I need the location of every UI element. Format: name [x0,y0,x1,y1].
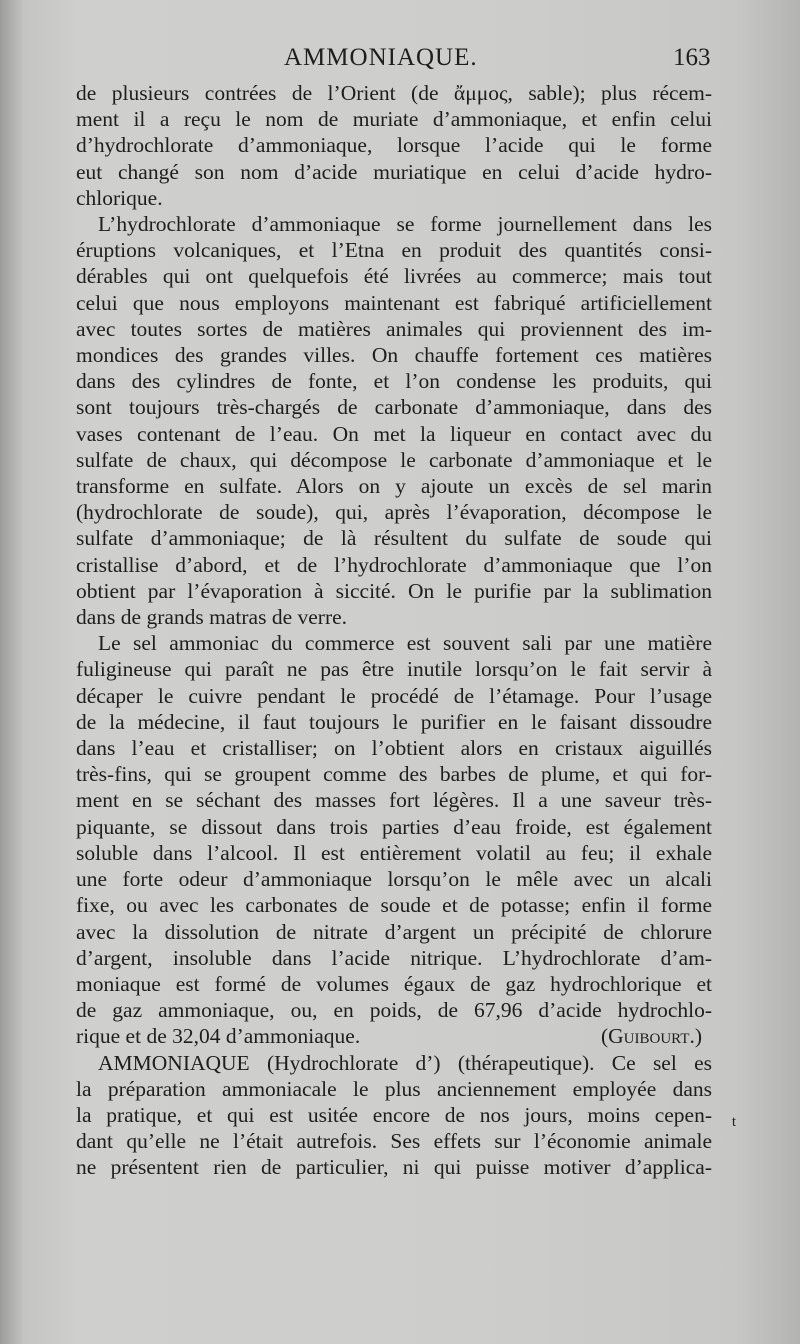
text-line: décaper le cuivre pendant le procédé de l’étamage. Pour l’usage [76,683,712,708]
text-line: obtient par l’évaporation à siccité. On le purifie par la sublimation [76,578,712,603]
text-line: de plusieurs contrées de l’Orient (de ἄμμος, sable); plus récem- [76,81,712,105]
article-body [76,80,712,1181]
text-line: sont toujours très-chargés de carbonate d’ammoniaque, dans des [76,395,712,420]
text-line: ment il a reçu le nom de muriate d’ammoniaque, et enfin celui [76,107,712,132]
author-signature: (Guibourt.) [601,1024,702,1049]
text-line: moniaque est formé de volumes égaux de gaz hydrochlorique et [76,971,712,996]
text-line: d’argent, insoluble dans l’acide nitrique. L’hydrochlorate d’am- [76,945,712,970]
text-line: piquante, se dissout dans trois parties d’eau froide, est également [76,814,712,839]
text-line: rique et de 32,04 d’ammoniaque. [76,1024,361,1049]
text-line: sulfate d’ammoniaque; de là résultent du sulfate de soude qui [76,526,712,551]
text-line: avec toutes sortes de matières animales qui proviennent des im- [76,316,712,341]
text-line: la préparation ammoniacale le plus anciennement employée dans [76,1076,712,1101]
text-line: de la médecine, il faut toujours le purifier en le faisant dissoudre [76,709,712,734]
text-line: mondices des grandes villes. On chauffe fortement ces matières [76,343,712,368]
page-number: 163 [673,44,711,71]
text-line: soluble dans l’alcool. Il est entièrement volatil au feu; il exhale [76,840,712,865]
entry-heading-line: AMMONIAQUE (Hydrochlorate d’) (thérapeutique). Ce sel es [98,1050,712,1075]
text-line: dans de grands matras de verre. [76,605,348,630]
text-line: sulfate de chaux, qui décompose le carbonate d’ammoniaque et le [76,447,712,472]
closing-line [76,1023,712,1049]
text-line: ne présentent rien de particulier, ni qui puisse motiver d’applica- [76,1155,712,1180]
text-line: chlorique. [76,185,163,210]
text-line: très-fins, qui se groupent comme des barbes de plume, et qui for- [76,762,712,787]
text-line: transforme en sulfate. Alors on y ajoute un excès de sel marin [76,474,712,499]
text-line: celui que nous employons maintenant est fabriqué artificiellement [76,290,712,315]
text-line: dans l’eau et cristalliser; on l’obtient alors en cristaux aiguillés [76,736,712,761]
text-line: avec la dissolution de nitrate d’argent un précipité de chlorure [76,919,712,944]
text-line: d’hydrochlorate d’ammoniaque, lorsque l’acide qui le forme [76,133,712,158]
text-line: dant qu’elle ne l’était autrefois. Ses effets sur l’économie animale [76,1129,712,1154]
text-line: la pratique, et qui est usitée encore de nos jours, moins cepen- [76,1102,712,1127]
text-line: (hydrochlorate de soude), qui, après l’évaporation, décompose le [76,500,712,525]
text-line: dérables qui ont quelquefois été livrées au commerce; mais tout [76,264,712,289]
margin-mark: t [731,1114,736,1130]
text-line: L’hydrochlorate d’ammoniaque se forme journellement dans les [98,212,712,237]
text-line: fixe, ou avec les carbonates de soude et de potasse; enfin il forme [76,893,712,918]
text-line: ment en se séchant des masses fort légères. Il a une saveur très- [76,788,712,813]
text-line: fuligineuse qui paraît ne pas être inutile lorsqu’on le fait servir à [76,657,712,682]
text-line: éruptions volcaniques, et l’Etna en produit des quantités consi- [76,238,712,263]
text-line: dans des cylindres de fonte, et l’on condense les produits, qui [76,369,712,394]
text-line: eut changé son nom d’acide muriatique en celui d’acide hydro- [76,159,712,184]
text-line: vases contenant de l’eau. On met la liqueur en contact avec du [76,421,712,446]
text-line: cristallise d’abord, et de l’hydrochlorate d’ammoniaque que l’on [76,552,712,577]
running-head: AMMONIAQUE. [284,44,478,71]
page-header [0,44,800,80]
text-line: Le sel ammoniac du commerce est souvent sali par une matière [98,631,712,656]
text-line: une forte odeur d’ammoniaque lorsqu’on le mêle avec un alcali [76,867,712,892]
text-line: de gaz ammoniaque, ou, en poids, de 67,96 d’acide hydrochlo- [76,998,712,1023]
